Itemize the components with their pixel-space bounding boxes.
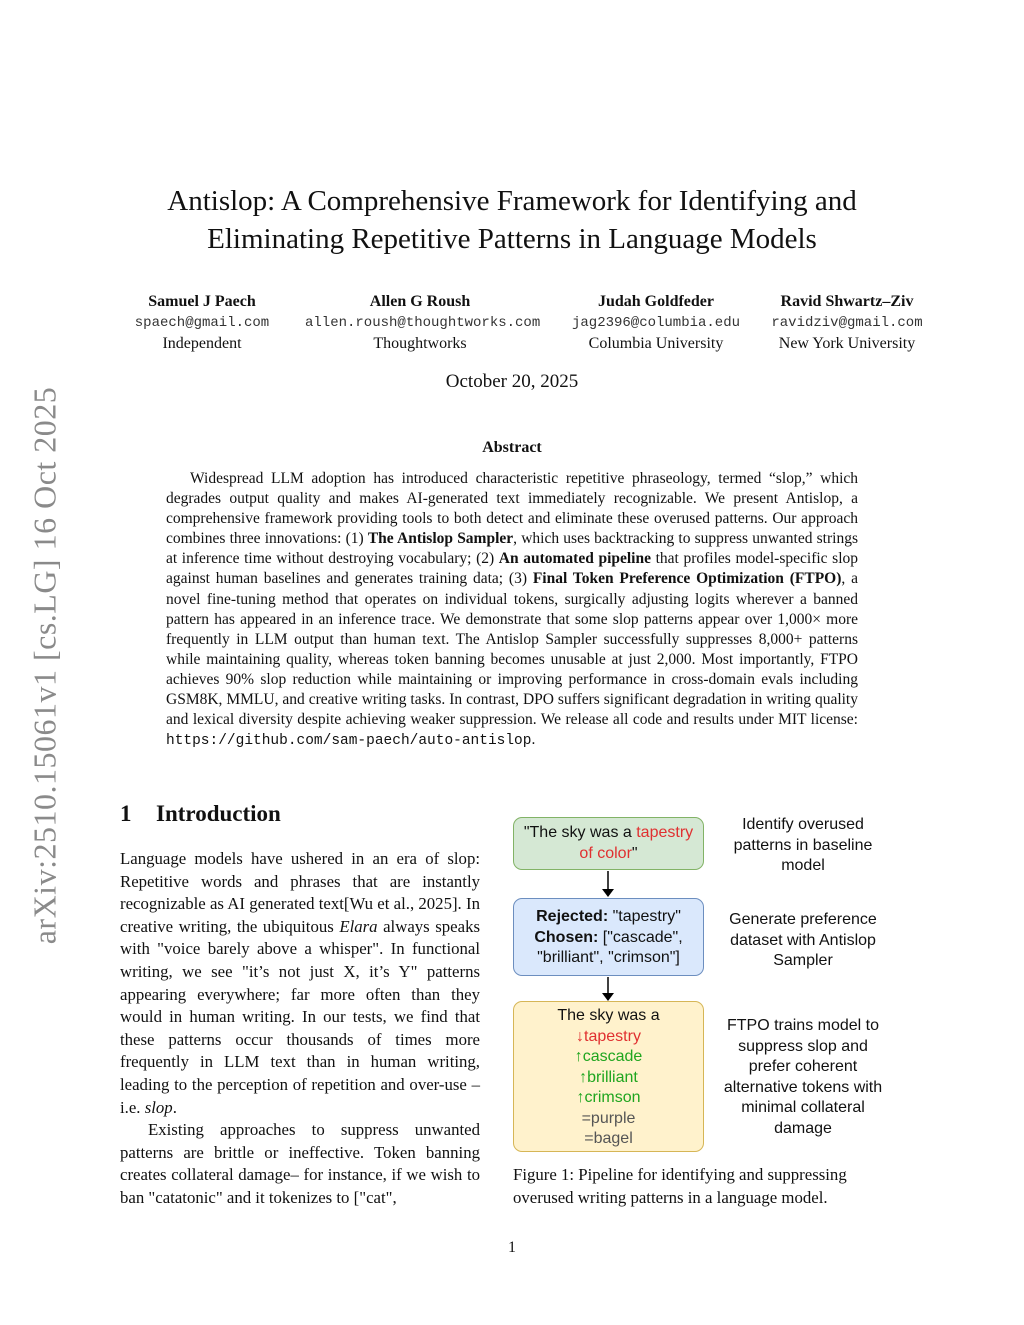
ftpo-token-box — [513, 1001, 704, 1152]
abstract-text: . — [531, 731, 536, 749]
baseline-output-box — [513, 817, 704, 870]
section-title: Introduction — [156, 801, 281, 826]
repository-link[interactable]: https://github.com/sam-paech/auto-antislop — [166, 733, 532, 750]
author-block — [305, 292, 541, 354]
author-affiliation: Columbia University — [588, 335, 724, 352]
step-2-description: Generate preference dataset with Antislop Sampler — [729, 911, 877, 969]
section-number: 1 — [120, 801, 132, 826]
rejected-value: "tapestry" — [608, 908, 681, 925]
intro-text: . — [172, 1097, 177, 1117]
author-name: Allen G Roush — [369, 293, 471, 310]
preference-dataset-box — [513, 898, 704, 976]
baseline-text: "The sky was a — [523, 824, 637, 841]
section-heading — [120, 801, 281, 827]
author-email[interactable]: spaech@gmail.com — [134, 315, 270, 331]
author-block — [732, 292, 962, 354]
author-block — [87, 292, 317, 354]
token-down-tapestry: ↓tapestry — [576, 1027, 641, 1045]
abstract-text: , a novel fine-tuning method that operates on individual tokens, surgically adjusting logits wherever a banned pattern has appeared in an inference trace. We demonstrate that some slop patterns appear over 1,000× more frequently in LLM output than human text. The Antislop Sampler successfully suppresses 8,000+ patterns while maintaining quality, whereas token banning becomes unusable at just 2,000. Most importantly, FTPO achieves 90% slop reduction while maintaining or improving performance in cross-domain evals including GSM8K, MMLU, and creative writing tasks. In contrast, DPO suffers significant degradation in writing quality and lexical diversity despite achieving weaker suppression. We release all code and results under MIT license: — [166, 570, 858, 729]
abstract-body — [166, 469, 858, 751]
intro-text: Language models have ushered in an era of slop: Repetitive words and phrases that are instantly recognizable as AI generated text[Wu et al., 2025]. In creative writing, the ubiquitous — [120, 849, 480, 936]
author-name: Judah Goldfeder — [597, 293, 714, 310]
author-affiliation: New York University — [778, 335, 916, 352]
token-up-cascade: ↑cascade — [574, 1048, 643, 1065]
title-line-1: Antislop: A Comprehensive Framework for Identifying and — [167, 185, 857, 217]
intro-paragraph — [120, 848, 480, 1119]
abstract-text: , which uses backtracking to suppress unwanted strings at inference time without destroying vocabulary; (2) — [166, 530, 858, 568]
intro-emphasis: slop — [144, 1097, 173, 1117]
arxiv-identifier: arXiv:2510.15061v1 [cs.LG] 16 Oct 2025 — [26, 386, 63, 944]
step-3-description: FTPO trains model to suppress slop and prefer coherent alternative tokens with minimal collateral damage — [723, 1017, 883, 1137]
author-affiliation: Independent — [162, 335, 242, 352]
author-email[interactable]: jag2396@columbia.edu — [571, 315, 741, 331]
abstract-bold-term: The Antislop Sampler — [367, 530, 514, 548]
introduction-body — [120, 848, 480, 1210]
author-affiliation: Thoughtworks — [373, 335, 467, 352]
chosen-value: ["cascade", "brilliant", "crimson"] — [537, 928, 683, 966]
rejected-label: Rejected: — [536, 908, 609, 925]
arxiv-stamp — [20, 370, 70, 960]
figure-caption: Figure 1: Pipeline for identifying and suppressing overused writing patterns in a language model. — [513, 1165, 847, 1207]
token-up-brilliant: ↑brilliant — [579, 1068, 638, 1086]
title-line-2: Eliminating Repetitive Patterns in Language Models — [207, 223, 817, 255]
slop-highlight: tapestry of color — [579, 824, 694, 862]
author-email[interactable]: allen.roush@thoughtworks.com — [305, 315, 541, 331]
ftpo-prompt: The sky was a — [557, 1007, 660, 1024]
baseline-text: " — [631, 844, 638, 862]
arrow-2 — [602, 977, 614, 1001]
intro-text: always speaks with "voice barely above a whisper". In functional writing, we see "it’s not just X, it’s Y" patterns appearing everywhere; far more often than they would in human writing. In our tests, we find that these patterns occur thousands of times more frequently in LLM text than in human writing, leading to the perception of repetition and over-use – i.e. — [120, 916, 480, 1117]
abstract-text: Widespread LLM adoption has introduced characteristic repetitive phraseology, termed “slop,” which degrades output quality and makes AI-generated text immediately recognizable. We present Antislop, a comprehensive framework providing tools to both detect and eliminate these overused patterns. Our approach combines three innovations: (1) — [166, 470, 858, 548]
abstract-text: that profiles model-specific slop against human baselines and generates training data; (3) — [166, 550, 858, 588]
chosen-label: Chosen: — [534, 928, 599, 946]
author-name: Samuel J Paech — [148, 293, 256, 310]
token-neutral-bagel: =bagel — [584, 1130, 633, 1147]
page-number: 1 — [508, 1239, 516, 1256]
intro-paragraph: Existing approaches to suppress unwanted patterns are brittle or ineffective. Token banning creates collateral damage– for instance, if we wish to ban "catatonic" and it tokenizes to ["cat", — [120, 1120, 480, 1207]
step-1-description: Identify overused patterns in baseline model — [733, 816, 873, 874]
token-neutral-purple: =purple — [581, 1109, 636, 1127]
author-name: Ravid Shwartz–Ziv — [780, 293, 914, 310]
publication-date: October 20, 2025 — [445, 371, 579, 392]
abstract-bold-term: Final Token Preference Optimization (FTPO) — [532, 570, 842, 588]
author-email[interactable]: ravidziv@gmail.com — [771, 315, 923, 331]
intro-emphasis: Elara — [339, 916, 378, 936]
abstract-bold-term: An automated pipeline — [498, 550, 651, 568]
paper-title — [100, 182, 924, 258]
arrow-1 — [602, 871, 614, 897]
abstract-heading: Abstract — [482, 439, 542, 456]
token-up-crimson: ↑crimson — [576, 1089, 641, 1106]
